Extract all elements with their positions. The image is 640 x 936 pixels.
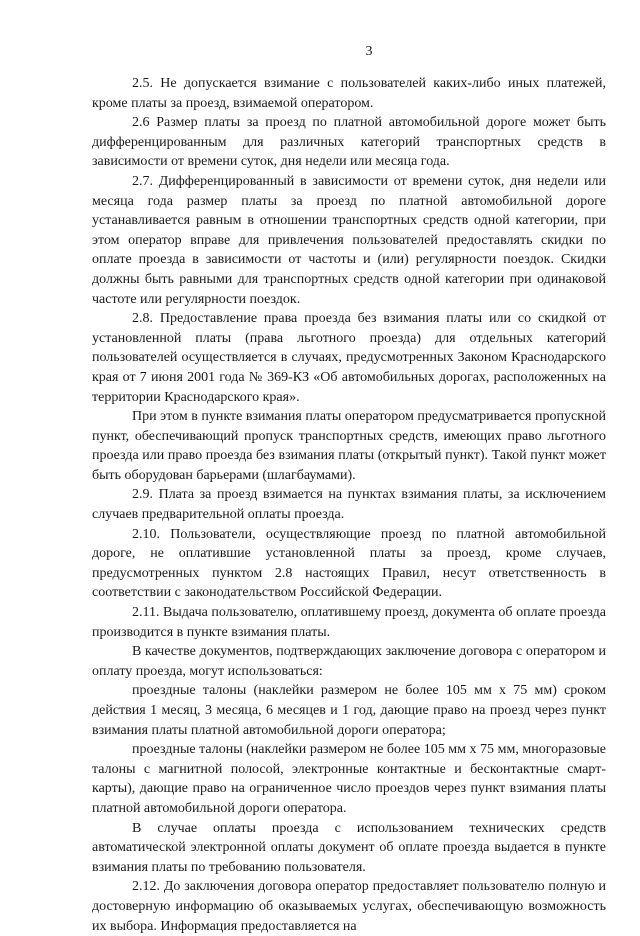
paragraph-2-6: 2.6 Размер платы за проезд по платной автомобильной дороге может быть дифференцированным для различных категорий транспортных средств в зависимости от времени суток, дня недели или месяца года. [92, 115, 606, 170]
paragraph-2-8-note: При этом в пункте взимания платы оператором предусматривается пропускной пункт, обеспечивающий пропуск транспортных средств, имеющих право льготного проезда или право проезда без взимания платы (открытый пункт). Такой пункт может быть оборудован барьерами (шлагбаумами). [92, 409, 606, 483]
paragraph-tickets-period: проездные талоны (наклейки размером не более 105 мм х 75 мм) сроком действия 1 месяц, 3 месяца, 6 месяцев и 1 год, дающие право на проезд через пункт взимания платы платной автомобильной дороги оператора; [92, 683, 606, 738]
paragraph-2-10: 2.10. Пользователи, осуществляющие проезд по платной автомобильной дороге, не оплатившие установленной платы за проезд, кроме случаев, предусмотренных пунктом 2.8 настоящих Правил, несут ответственность в соответствии с законодательством Российской Федерации. [92, 526, 606, 601]
paragraph-documents-intro: В качестве документов, подтверждающих заключение договора с оператором и оплату проезда, могут использоваться: [92, 644, 606, 679]
paragraph-tickets-limited: проездные талоны (наклейки размером не более 105 мм х 75 мм, многоразовые талоны с магнитной полосой, электронные контактные и бесконтактные смарт-карты), дающие право на ограниченное число проездов через пункт взимания платы платной автомобильной дороги оператора. [92, 742, 606, 816]
paragraph-2-7: 2.7. Дифференцированный в зависимости от времени суток, дня недели или месяца года размер платы за проезд по платной автомобильной дороге устанавливается равным в отношении транспортных средств одной категории, при этом оператор вправе для привлечения пользователей предоставлять скидки по оплате проезда в зависимости от частоты и (или) регулярности поездок. Скидки должны быть равными для транспортных средств одной категории при одинаковой частоте или регулярности поездок. [92, 173, 606, 307]
paragraph-electronic-payment: В случае оплаты проезда с использованием технических средств автоматической электронной оплаты документ об оплате проезда выдается в пункте взимания платы по требованию пользователя. [92, 820, 606, 875]
paragraph-2-11: 2.11. Выдача пользователю, оплатившему проезд, документа об оплате проезда производится в пункте взимания платы. [92, 605, 606, 640]
paragraph-2-9: 2.9. Плата за проезд взимается на пунктах взимания платы, за исключением случаев предварительной оплаты проезда. [92, 487, 606, 523]
paragraph-2-5: 2.5. Не допускается взимание с пользователей каких-либо иных платежей, кроме платы за проезд, взимаемой оператором. [92, 76, 606, 111]
paragraph-2-8: 2.8. Предоставление права проезда без взимания платы или со скидкой от установленной платы (права льготного проезда) для отдельных категорий пользователей осуществляется в случаях, предусмотренных Законом Краснодарского края от 7 июня 2001 года № 369-КЗ «Об автомобильных дорогах, расположенных на территории Краснодарского края». [92, 311, 606, 405]
page-number: 3 [365, 44, 373, 59]
paragraph-2-12: 2.12. До заключения договора оператор предоставляет пользователю полную и достоверную информацию об оказываемых услугах, обеспечивающую возможность их выбора. Информация предоставляется на [92, 879, 606, 934]
